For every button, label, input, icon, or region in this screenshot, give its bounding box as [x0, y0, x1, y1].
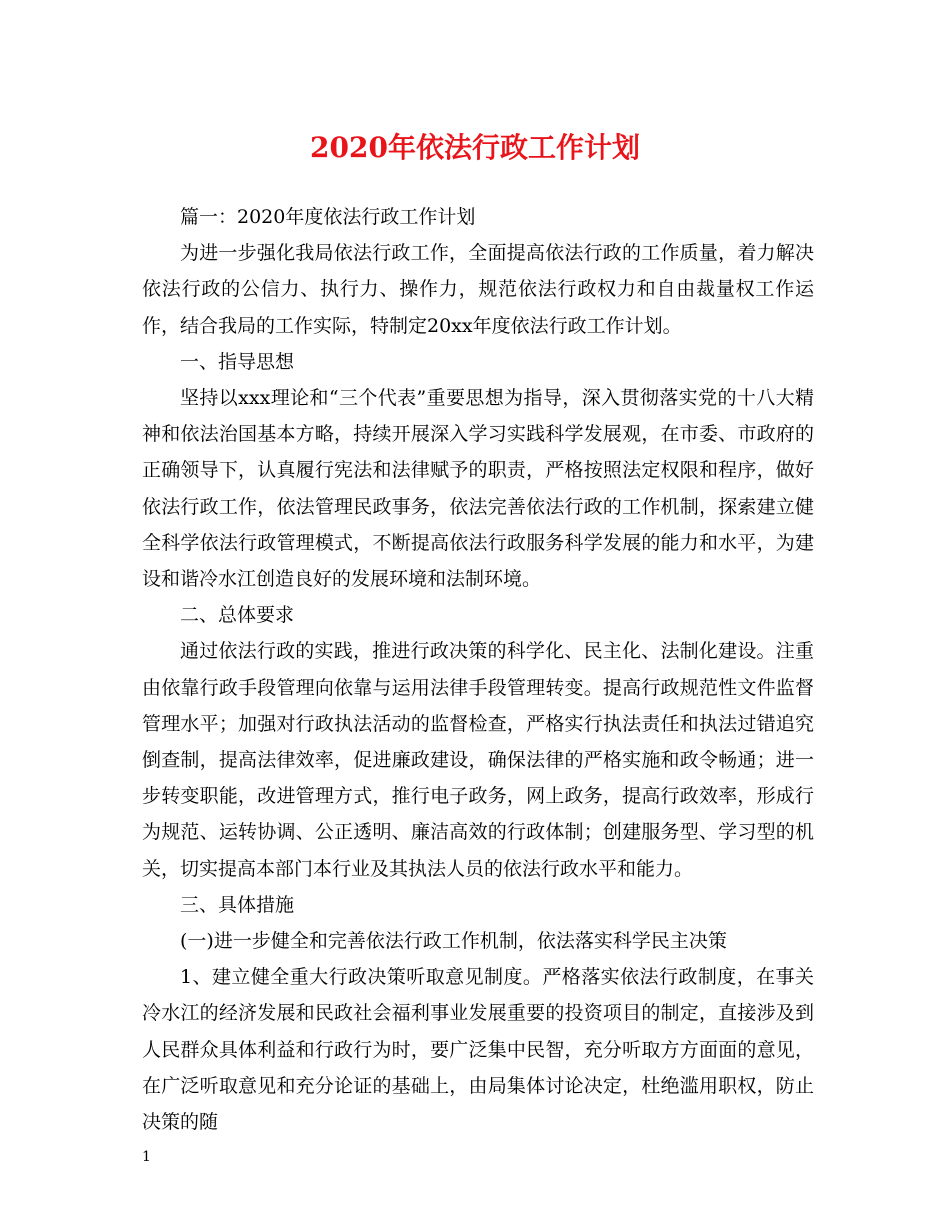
document-paragraph: 通过依法行政的实践，推进行政决策的科学化、民主化、法制化建设。注重由依靠行政手段管理向依靠与运用法律手段管理转变。提高行政规范性文件监督管理水平；加强对行政执法活动的监督检查，严格实行执法责任和执法过错追究倒查制，提高法律效率，促进廉政建设，确保法律的严格实施和政令畅通；进一步转变职能，改进管理方式，推行电子政务，网上政务，提高行政效率，形成行为规范、运转协调、公正透明、廉洁高效的行政体制；创建服务型、学习型的机关，切实提高本部门本行业及其执法人员的依法行政水平和能力。 — [142, 640, 814, 880]
section-heading: 三、具体措施 — [180, 893, 295, 916]
page-number: 1 — [142, 1149, 151, 1165]
document-body — [142, 199, 814, 1140]
document-paragraph: 坚持以xxx理论和“三个代表”重要思想为指导，深入贯彻落实党的十八大精神和依法治国基本方略，持续开展深入学习实践科学发展观，在市委、市政府的正确领导下，认真履行宪法和法律赋予的职责，严格按照法定权限和程序，做好依法行政工作，依法管理民政事务，依法完善依法行政的工作机制，探索建立健全科学依法行政管理模式，不断提高依法行政服务科学发展的能力和水平，为建设和谐冷水江创造良好的发展环境和法制环境。 — [142, 387, 814, 591]
section-heading: 一、指导思想 — [180, 350, 295, 373]
document-title: 2020年依法行政工作计划 — [310, 131, 640, 164]
section-heading: 二、总体要求 — [180, 604, 295, 627]
document-paragraph: 篇一：2020年度依法行政工作计划 — [180, 206, 476, 228]
subsection-heading: (一)进一步健全和完善依法行政工作机制，依法落实科学民主决策 — [180, 930, 727, 953]
document-paragraph: 为进一步强化我局依法行政工作，全面提高依法行政的工作质量，着力解决依法行政的公信力、执行力、操作力，规范依法行政权力和自由裁量权工作运作，结合我局的工作实际，特制定20xx年度依法行政工作计划。 — [142, 242, 814, 337]
document-paragraph: 1、建立健全重大行政决策听取意见制度。严格落实依法行政制度，在事关冷水江的经济发展和民政社会福利事业发展重要的投资项目的制定，直接涉及到人民群众具体利益和行政行为时，要广泛集中民智，充分听取方方面面的意见，在广泛听取意见和充分论证的基础上，由局集体讨论决定，杜绝滥用职权，防止决策的随 — [142, 966, 814, 1134]
